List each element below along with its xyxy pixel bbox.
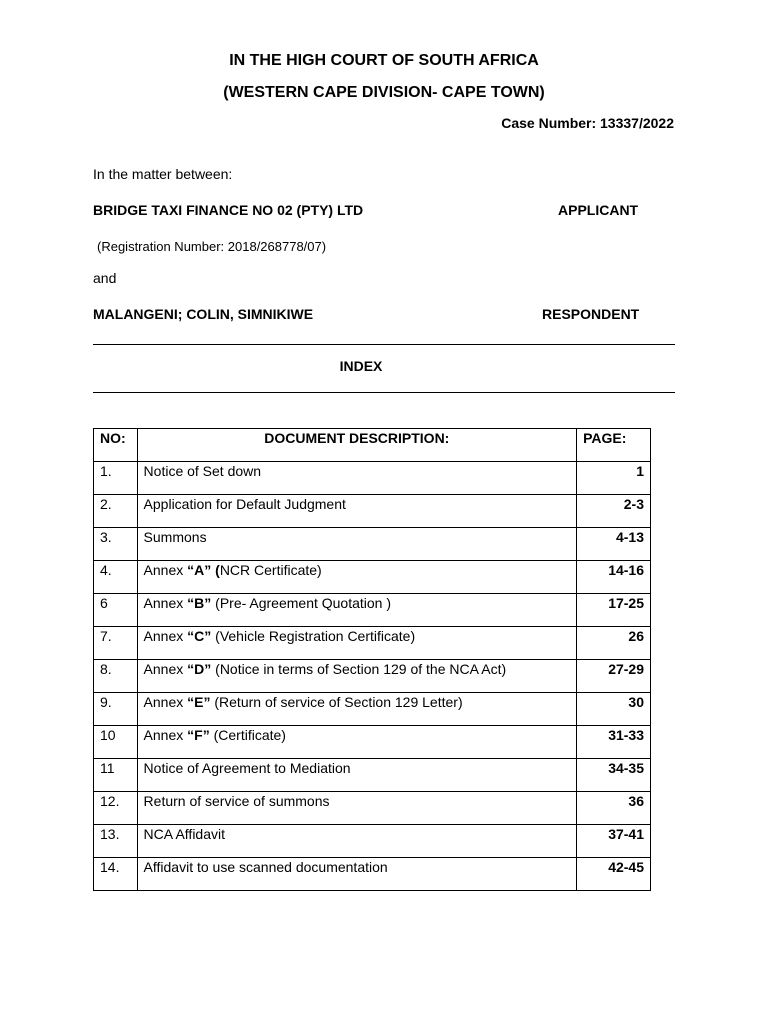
index-header-row — [94, 429, 651, 462]
table-row — [94, 792, 651, 825]
description-detail: (Vehicle Registration Certificate) — [211, 628, 416, 644]
row-number: 14. — [94, 858, 138, 891]
description-text: Notice of Agreement to Mediation — [143, 760, 351, 776]
table-row — [94, 660, 651, 693]
description-text: Application for Default Judgment — [143, 496, 346, 512]
division-title: (WESTERN CAPE DIVISION- CAPE TOWN) — [223, 84, 545, 101]
row-description — [137, 495, 577, 528]
row-page: 27-29 — [577, 660, 651, 693]
annexure-label: “C” — [187, 628, 212, 644]
description-detail: (Certificate) — [209, 727, 286, 743]
row-page: 31-33 — [577, 726, 651, 759]
table-row — [94, 726, 651, 759]
description-text: Annex — [143, 562, 188, 578]
matter-intro: In the matter between: — [93, 166, 233, 182]
description-detail: NCR Certificate) — [219, 562, 322, 578]
applicant-name: BRIDGE TAXI FINANCE NO 02 (PTY) LTD — [93, 202, 364, 218]
description-text: Annex — [143, 628, 188, 644]
row-page: 26 — [577, 627, 651, 660]
annexure-label: “A” ( — [187, 562, 220, 578]
table-row — [94, 858, 651, 891]
row-description — [137, 627, 577, 660]
row-number: 4. — [94, 561, 138, 594]
row-number: 7. — [94, 627, 138, 660]
row-description — [137, 858, 577, 891]
row-number: 3. — [94, 528, 138, 561]
court-title: IN THE HIGH COURT OF SOUTH AFRICA — [229, 52, 539, 69]
row-number: 6 — [94, 594, 138, 627]
registration-number: (Registration Number: 2018/268778/07) — [97, 239, 327, 254]
table-row — [94, 495, 651, 528]
row-description — [137, 528, 577, 561]
row-page: 2-3 — [577, 495, 651, 528]
description-text: Annex — [143, 727, 188, 743]
row-number: 2. — [94, 495, 138, 528]
row-description — [137, 825, 577, 858]
row-page: 34-35 — [577, 759, 651, 792]
description-detail: (Return of service of Section 129 Letter) — [210, 694, 463, 710]
row-description — [137, 660, 577, 693]
row-description — [137, 462, 577, 495]
description-text: Annex — [143, 661, 188, 677]
row-page: 42-45 — [577, 858, 651, 891]
divider-top — [93, 344, 675, 345]
table-row — [94, 693, 651, 726]
respondent-name: MALANGENI; COLIN, SIMNIKIWE — [93, 306, 314, 322]
case-number: Case Number: 13337/2022 — [501, 115, 674, 131]
table-row — [94, 561, 651, 594]
row-description — [137, 726, 577, 759]
description-text: Notice of Set down — [143, 463, 262, 479]
description-detail: (Pre- Agreement Quotation ) — [211, 595, 392, 611]
annexure-label: “D” — [187, 661, 212, 677]
and-conjunction: and — [93, 270, 117, 286]
table-row — [94, 462, 651, 495]
description-text: Return of service of summons — [143, 793, 330, 809]
annexure-label: “F” — [187, 727, 210, 743]
column-header-no: NO: — [94, 429, 138, 462]
row-description — [137, 594, 577, 627]
row-page: 14-16 — [577, 561, 651, 594]
table-row — [94, 594, 651, 627]
index-heading: INDEX — [339, 358, 383, 374]
row-description — [137, 693, 577, 726]
row-number: 8. — [94, 660, 138, 693]
row-description — [137, 759, 577, 792]
column-header-description: DOCUMENT DESCRIPTION: — [137, 429, 577, 462]
divider-bottom — [93, 392, 675, 393]
description-text: NCA Affidavit — [143, 826, 225, 842]
description-text: Summons — [143, 529, 207, 545]
table-row — [94, 759, 651, 792]
row-number: 11 — [94, 759, 138, 792]
description-detail: (Notice in terms of Section 129 of the NCA Act) — [211, 661, 507, 677]
row-description — [137, 561, 577, 594]
row-page: 17-25 — [577, 594, 651, 627]
table-row — [94, 528, 651, 561]
row-number: 13. — [94, 825, 138, 858]
row-page: 4-13 — [577, 528, 651, 561]
row-page: 37-41 — [577, 825, 651, 858]
row-page: 1 — [577, 462, 651, 495]
row-page: 30 — [577, 693, 651, 726]
row-number: 12. — [94, 792, 138, 825]
table-row — [94, 627, 651, 660]
row-number: 9. — [94, 693, 138, 726]
description-text: Annex — [143, 595, 188, 611]
row-number: 10 — [94, 726, 138, 759]
row-number: 1. — [94, 462, 138, 495]
row-page: 36 — [577, 792, 651, 825]
description-text: Annex — [143, 694, 188, 710]
annexure-label: “E” — [187, 694, 211, 710]
applicant-role: APPLICANT — [558, 202, 639, 218]
row-description — [137, 792, 577, 825]
column-header-page: PAGE: — [577, 429, 651, 462]
index-table — [93, 428, 651, 891]
table-row — [94, 825, 651, 858]
respondent-role: RESPONDENT — [542, 306, 640, 322]
description-text: Affidavit to use scanned documentation — [143, 859, 388, 875]
annexure-label: “B” — [187, 595, 212, 611]
